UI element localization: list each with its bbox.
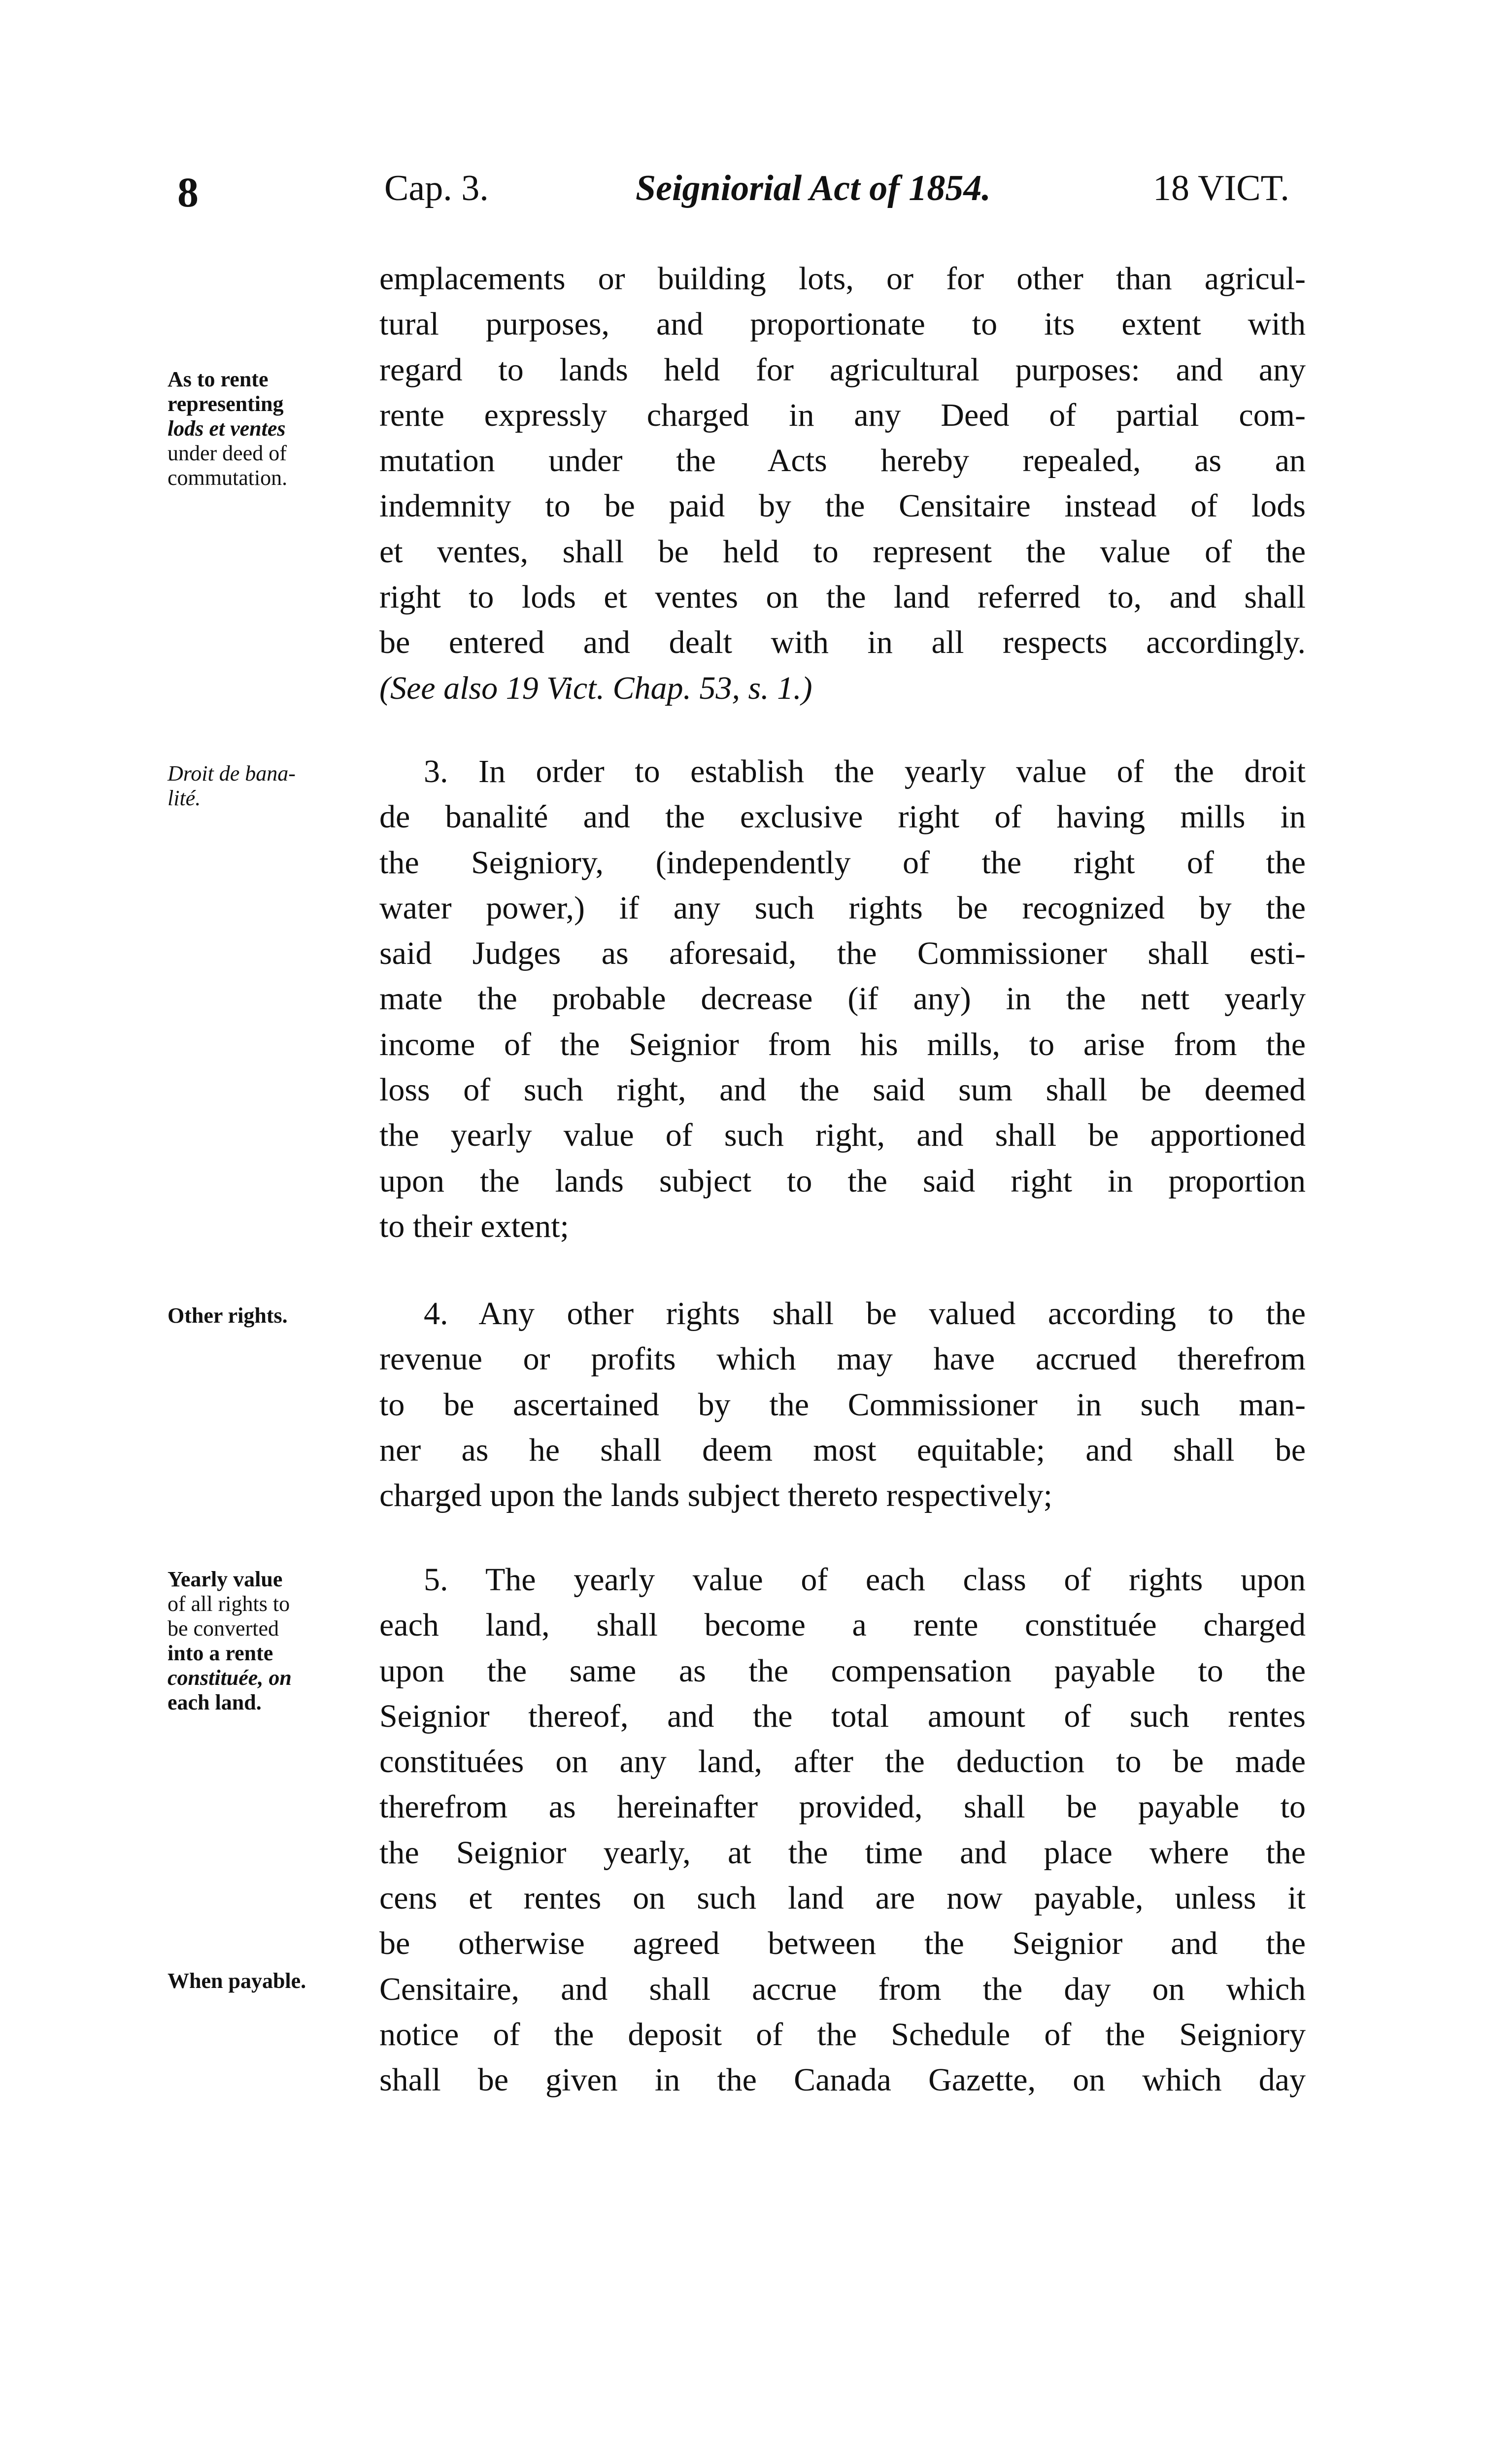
margin-note-when-payable — [168, 1969, 384, 1993]
text-line: be entered and dealt with in all respects accordingly. — [379, 624, 1306, 661]
text-line: shall be given in the Canada Gazette, on which day — [379, 2062, 1306, 2098]
margin-note-line: be converted — [168, 1616, 279, 1641]
session-label: 18 VICT. — [1153, 168, 1289, 208]
cross-reference: (See also 19 Vict. Chap. 53, s. 1.) — [379, 670, 812, 706]
text-line: the yearly value of such right, and shall be apportioned — [379, 1117, 1306, 1154]
text-line: income of the Seignior from his mills, to arise from the — [379, 1026, 1306, 1062]
text-line: upon the lands subject to the said right in proportion — [379, 1163, 1306, 1199]
act-title: Seigniorial Act of 1854. — [636, 168, 991, 208]
text-line: charged upon the lands subject thereto respectively; — [379, 1477, 1052, 1514]
margin-note-line: constituée, on — [168, 1666, 292, 1690]
margin-note-line: lods et ventes — [168, 416, 286, 441]
margin-note-line: into a rente — [168, 1641, 273, 1665]
text-line: regard to lands held for agricultural purposes: and any — [379, 351, 1306, 388]
text-line: 5. The yearly value of each class of rights upon — [424, 1562, 1306, 1598]
text-line: Censitaire, and shall accrue from the day on which — [379, 1971, 1306, 2007]
text-line: each land, shall become a rente constituée charged — [379, 1607, 1306, 1643]
text-line: mate the probable decrease (if any) in the nett yearly — [379, 981, 1306, 1017]
margin-note-line: Other rights. — [168, 1303, 288, 1328]
text-line: be otherwise agreed between the Seignior and the — [379, 1925, 1306, 1962]
section-4 — [379, 1291, 1306, 1518]
text-line: the Seignior yearly, at the time and place where the — [379, 1834, 1306, 1871]
text-line: constituées on any land, after the deduction to be made — [379, 1744, 1306, 1780]
text-line: said Judges as aforesaid, the Commissioner shall esti- — [379, 935, 1306, 972]
margin-note-line: representing — [168, 392, 284, 416]
text-line: rente expressly charged in any Deed of partial com- — [379, 397, 1306, 433]
margin-note-line: under deed of — [168, 441, 287, 465]
text-line: ner as he shall deem most equitable; and shall be — [379, 1432, 1306, 1468]
text-line: revenue or profits which may have accrued therefrom — [379, 1341, 1306, 1377]
margin-note-line: As to rente — [168, 367, 269, 391]
text-line: tural purposes, and proportionate to its extent with — [379, 306, 1306, 342]
paragraph-continuation — [379, 256, 1306, 711]
margin-note-line: lité. — [168, 786, 201, 810]
text-line: emplacements or building lots, or for other than agricul- — [379, 261, 1306, 297]
section-5 — [379, 1557, 1306, 2103]
margin-note-line: Droit de bana- — [168, 761, 296, 786]
text-line: 4. Any other rights shall be valued according to the — [424, 1296, 1306, 1332]
text-line: water power,) if any such rights be recognized by the — [379, 890, 1306, 926]
chapter-label: Cap. 3. — [384, 168, 489, 208]
text-line: et ventes, shall be held to represent the value of the — [379, 533, 1306, 570]
margin-note-line: of all rights to — [168, 1592, 290, 1616]
text-line: notice of the deposit of the Schedule of the Seigniory — [379, 2016, 1306, 2053]
text-line: 3. In order to establish the yearly value of the droit — [424, 753, 1306, 789]
text-line: cens et rentes on such land are now payable, unless it — [379, 1880, 1306, 1916]
page-number: 8 — [177, 169, 199, 216]
margin-note-other-rights — [168, 1303, 384, 1328]
text-line: mutation under the Acts hereby repealed, as an — [379, 443, 1306, 479]
running-header — [177, 168, 1311, 232]
text-line: to their extent; — [379, 1208, 569, 1244]
margin-note-rente — [168, 367, 384, 490]
text-line: to be ascertained by the Commissioner in such man- — [379, 1386, 1306, 1423]
text-line: loss of such right, and the said sum shall be deemed — [379, 1072, 1306, 1108]
margin-note-line: When payable. — [168, 1969, 306, 1993]
text-line: indemnity to be paid by the Censitaire instead of lods — [379, 488, 1306, 524]
margin-note-banalite — [168, 761, 384, 811]
margin-note-line: commutation. — [168, 466, 288, 490]
margin-note-line: each land. — [168, 1690, 262, 1714]
text-line: right to lods et ventes on the land referred to, and shall — [379, 579, 1306, 616]
section-3 — [379, 749, 1306, 1249]
text-line: the Seigniory, (independently of the right of the — [379, 844, 1306, 881]
margin-note-yearly-value — [168, 1567, 384, 1715]
text-line: upon the same as the compensation payable to the — [379, 1652, 1306, 1689]
margin-note-line: Yearly value — [168, 1567, 283, 1591]
text-line: Seignior thereof, and the total amount of such rentes — [379, 1698, 1306, 1734]
text-line: therefrom as hereinafter provided, shall be payable to — [379, 1789, 1306, 1825]
text-line: de banalité and the exclusive right of having mills in — [379, 799, 1306, 835]
